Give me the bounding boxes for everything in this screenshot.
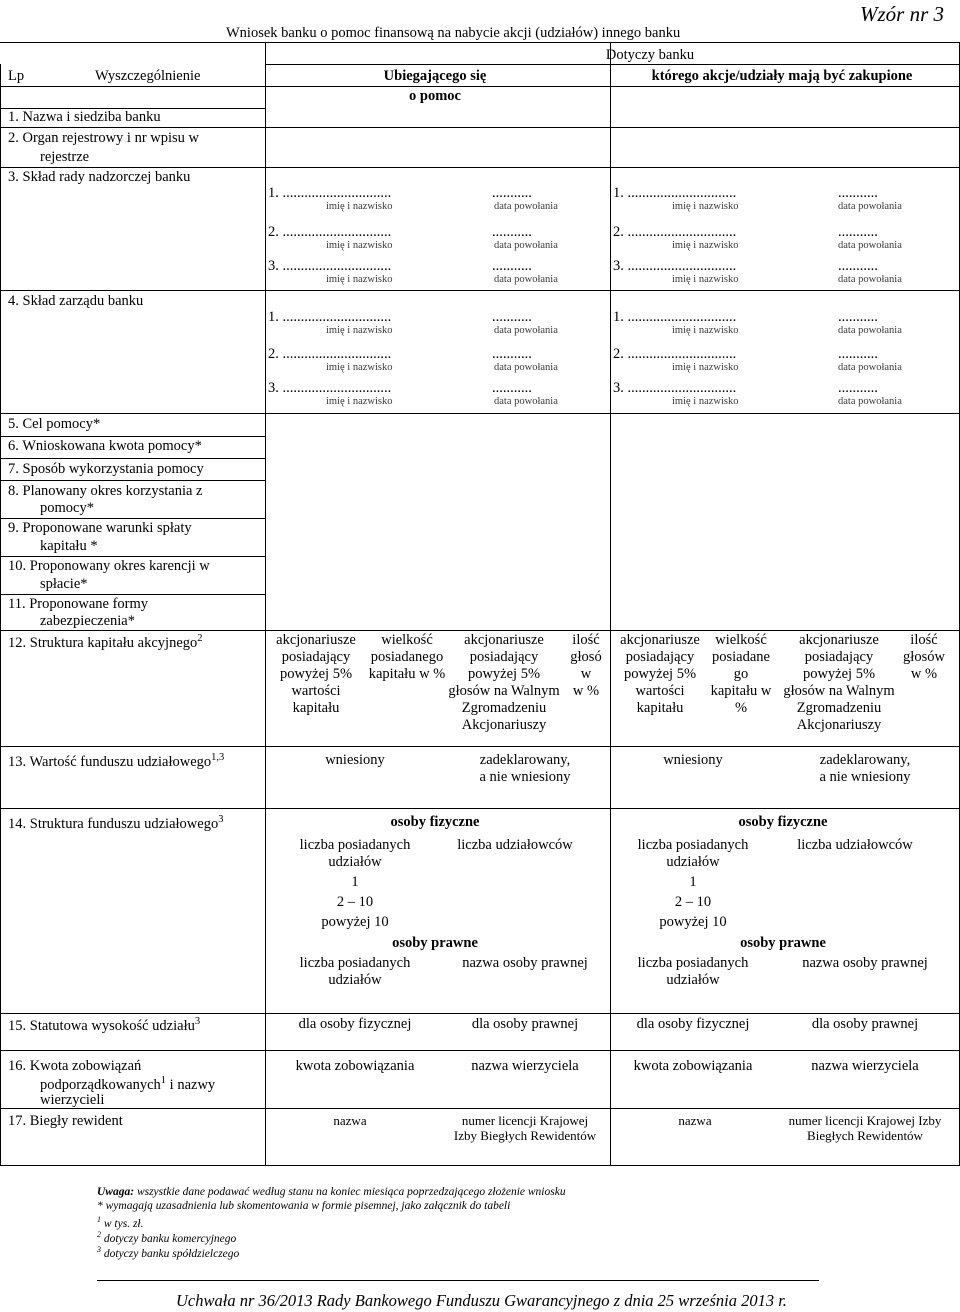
- r14-liczba-posiadanych: liczba posiadanych udziałów: [299, 837, 411, 870]
- r16-target-wierz: nazwa wierzyciela: [811, 1058, 919, 1074]
- r14-target-liczba-posiadanych: liczba posiadanych udziałów: [637, 837, 749, 870]
- col-ubiegajacego-header-2: o pomoc: [409, 88, 461, 104]
- row-9-label: 9. Proponowane warunki spłaty: [8, 520, 192, 536]
- row-10-label: 10. Proponowany okres karencji w: [8, 558, 210, 574]
- zarzad-applicant-2-name-line: 2. ..............................: [268, 346, 392, 362]
- row-16-label-cont: podporządkowanych$^1$ i nazwy: [40, 1075, 216, 1093]
- r15-target-fiz: dla osoby fizycznej: [636, 1016, 750, 1032]
- rada-target-2-name-line: 2. ..............................: [613, 224, 737, 240]
- note-3: $^3$ dotyczy banku spółdzielczego: [97, 1245, 240, 1260]
- r14-target-v1: 1: [689, 874, 697, 890]
- row-14-label: 14. Struktura funduszu udziałowego$^3$: [8, 814, 224, 832]
- zarzad-target-2-date-line: ...........: [838, 346, 878, 362]
- col-zakupionego-header: którego akcje/udziały mają być zakupione: [651, 68, 913, 84]
- r13-zadeklarowany: zadeklarowany, a nie wniesiony: [479, 752, 571, 785]
- r17-target-licencja: numer licencji Krajowej Izby Biegłych Rewidentów: [788, 1113, 942, 1143]
- zarzad-applicant-1-date-caption: data powołania: [494, 325, 558, 336]
- col-wyszczegolnienie-header: Wyszczególnienie: [95, 68, 201, 84]
- rada-target-3-name-caption: imię i nazwisko: [672, 274, 739, 285]
- col-lp-header: Lp: [8, 68, 25, 84]
- zarzad-applicant-1-date-line: ...........: [492, 309, 532, 325]
- rada-applicant-2-date-caption: data powołania: [494, 240, 558, 251]
- r16-kwota: kwota zobowiązania: [295, 1058, 415, 1074]
- r14-target-prawne-liczba: liczba posiadanych udziałów: [637, 955, 749, 988]
- row-3-label: 3. Skład rady nadzorczej banku: [8, 169, 191, 185]
- r14-target-osoby-fizyczne: osoby fizyczne: [738, 814, 828, 830]
- zarzad-target-1-name-caption: imię i nazwisko: [672, 325, 739, 336]
- r12-target-votes-percent: ilość głosów w %: [903, 632, 945, 682]
- rada-applicant-1-name-caption: imię i nazwisko: [326, 201, 393, 212]
- footer-rule: [97, 1280, 819, 1281]
- rada-target-3-date-line: ...........: [838, 258, 878, 274]
- rada-applicant-1-name-line: 1. ..............................: [268, 185, 392, 201]
- rada-applicant-3-name-line: 3. ..............................: [268, 258, 392, 274]
- row-9-label-cont: kapitału *: [40, 538, 98, 554]
- note-uwaga: Uwaga: wszystkie dane podawać według stanu na koniec miesiąca poprzedzającego złożenie wniosku: [97, 1186, 566, 1198]
- r14-target-v3: powyżej 10: [659, 914, 727, 930]
- zarzad-target-2-name-line: 2. ..............................: [613, 346, 737, 362]
- r14-target-prawne-nazwa: nazwa osoby prawnej: [802, 955, 928, 971]
- zarzad-applicant-2-name-caption: imię i nazwisko: [326, 362, 393, 373]
- row-11-label: 11. Proponowane formy: [8, 596, 149, 612]
- rada-target-2-date-line: ...........: [838, 224, 878, 240]
- zarzad-target-3-date-line: ...........: [838, 380, 878, 396]
- row-6-label: 6. Wnioskowana kwota pomocy*: [8, 438, 202, 454]
- row-7-label: 7. Sposób wykorzystania pomocy: [8, 461, 204, 477]
- row-8-label: 8. Planowany okres korzystania z: [8, 483, 203, 499]
- rada-target-2-name-caption: imię i nazwisko: [672, 240, 739, 251]
- zarzad-target-2-name-caption: imię i nazwisko: [672, 362, 739, 373]
- r13-target-zadeklarowany: zadeklarowany, a nie wniesiony: [819, 752, 911, 785]
- r17-nazwa: nazwa: [333, 1113, 367, 1128]
- zarzad-target-3-date-caption: data powołania: [838, 396, 902, 407]
- row-16-label-cont-2: wierzycieli: [40, 1092, 105, 1108]
- rada-applicant-2-name-caption: imię i nazwisko: [326, 240, 393, 251]
- zarzad-applicant-3-date-caption: data powołania: [494, 396, 558, 407]
- zarzad-applicant-2-date-caption: data powołania: [494, 362, 558, 373]
- zarzad-applicant-1-name-caption: imię i nazwisko: [326, 325, 393, 336]
- row-10-label-cont: spłacie*: [40, 576, 88, 592]
- row-5-label: 5. Cel pomocy*: [8, 416, 101, 432]
- rada-target-1-name-caption: imię i nazwisko: [672, 201, 739, 212]
- form-number: Wzór nr 3: [859, 2, 944, 26]
- zarzad-applicant-3-name-caption: imię i nazwisko: [326, 396, 393, 407]
- r15-target-praw: dla osoby prawnej: [811, 1016, 919, 1032]
- r14-v2: 2 – 10: [336, 894, 374, 910]
- dotyczy-banku-header: Dotyczy banku: [605, 47, 695, 63]
- rada-applicant-3-date-caption: data powołania: [494, 274, 558, 285]
- zarzad-target-1-date-caption: data powołania: [838, 325, 902, 336]
- rada-applicant-2-date-line: ...........: [492, 224, 532, 240]
- r14-target-liczba-udzialowcow: liczba udziałowców: [797, 837, 913, 853]
- rada-applicant-3-name-caption: imię i nazwisko: [326, 274, 393, 285]
- zarzad-target-1-name-line: 1. ..............................: [613, 309, 737, 325]
- r12-votes-percent: ilość głosó w w %: [570, 632, 602, 699]
- zarzad-applicant-3-date-line: ...........: [492, 380, 532, 396]
- footer-resolution: Uchwała nr 36/2013 Rady Bankowego Funduszu Gwarancyjnego z dnia 25 września 2013 r.: [176, 1291, 787, 1310]
- row-12-label: 12. Struktura kapitału akcyjnego$^2$: [8, 633, 203, 651]
- r14-prawne-liczba: liczba posiadanych udziałów: [299, 955, 411, 988]
- r15-fiz: dla osoby fizycznej: [298, 1016, 412, 1032]
- rada-applicant-1-date-caption: data powołania: [494, 201, 558, 212]
- r14-target-osoby-prawne: osoby prawne: [740, 935, 826, 951]
- row-1-label: 1. Nazwa i siedziba banku: [8, 109, 161, 125]
- r13-wniesiony: wniesiony: [325, 752, 385, 768]
- zarzad-target-1-date-line: ...........: [838, 309, 878, 325]
- rada-target-3-date-caption: data powołania: [838, 274, 902, 285]
- note-star: * wymagają uzasadnienia lub skomentowania w formie pisemnej, jako załącznik do tabeli: [97, 1200, 511, 1212]
- zarzad-applicant-2-date-line: ...........: [492, 346, 532, 362]
- r17-target-nazwa: nazwa: [678, 1113, 712, 1128]
- row-16-label: 16. Kwota zobowiązań: [8, 1058, 142, 1074]
- r14-osoby-prawne: osoby prawne: [392, 935, 478, 951]
- row-8-label-cont: pomocy*: [40, 500, 94, 516]
- zarzad-applicant-3-name-line: 3. ..............................: [268, 380, 392, 396]
- row-17-label: 17. Biegły rewident: [8, 1113, 123, 1129]
- rada-target-2-date-caption: data powołania: [838, 240, 902, 251]
- r14-liczba-udzialowcow: liczba udziałowców: [457, 837, 573, 853]
- row-13-label: 13. Wartość funduszu udziałowego$^{1,3}$: [8, 752, 225, 770]
- note-1: $^1$ w tys. zł.: [97, 1215, 144, 1230]
- zarzad-applicant-1-name-line: 1. ..............................: [268, 309, 392, 325]
- r16-wierz: nazwa wierzyciela: [471, 1058, 579, 1074]
- r14-prawne-nazwa: nazwa osoby prawnej: [462, 955, 588, 971]
- zarzad-target-2-date-caption: data powołania: [838, 362, 902, 373]
- rada-target-1-date-line: ...........: [838, 185, 878, 201]
- row-15-label: 15. Statutowa wysokość udziału$^3$: [8, 1016, 201, 1034]
- rada-target-3-name-line: 3. ..............................: [613, 258, 737, 274]
- row-11-label-cont: zabezpieczenia*: [40, 613, 135, 629]
- document-title: Wniosek banku o pomoc finansową na nabycie akcji (udziałów) innego banku: [226, 25, 681, 41]
- r12-target-shareholders-votes: akcjonariusze posiadający powyżej 5% głosów na Walnym Zgromadzeniu Akcjonariuszy: [783, 632, 895, 733]
- rada-target-1-date-caption: data powołania: [838, 201, 902, 212]
- r14-v3: powyżej 10: [321, 914, 389, 930]
- r14-target-v2: 2 – 10: [674, 894, 712, 910]
- rada-applicant-3-date-line: ...........: [492, 258, 532, 274]
- r12-capital-size: wielkość posiadanego kapitału w %: [368, 632, 446, 682]
- row-2-label-cont: rejestrze: [40, 149, 90, 165]
- r12-shareholders-votes: akcjonariusze posiadający powyżej 5% głosów na Walnym Zgromadzeniu Akcjonariuszy: [448, 632, 560, 733]
- zarzad-target-3-name-caption: imię i nazwisko: [672, 396, 739, 407]
- r16-target-kwota: kwota zobowiązania: [633, 1058, 753, 1074]
- rada-applicant-1-date-line: ...........: [492, 185, 532, 201]
- r14-osoby-fizyczne: osoby fizyczne: [390, 814, 480, 830]
- r14-v1: 1: [351, 874, 359, 890]
- note-2: $^2$ dotyczy banku komercyjnego: [97, 1230, 237, 1245]
- r13-target-wniesiony: wniesiony: [663, 752, 723, 768]
- r15-praw: dla osoby prawnej: [471, 1016, 579, 1032]
- col-ubiegajacego-header: Ubiegającego się: [383, 68, 487, 84]
- rada-target-1-name-line: 1. ..............................: [613, 185, 737, 201]
- row-2-label: 2. Organ rejestrowy i nr wpisu w: [8, 130, 200, 146]
- r12-target-capital-size: wielkość posiadane go kapitału w %: [710, 632, 772, 716]
- r17-licencja: numer licencji Krajowej Izby Biegłych Rewidentów: [453, 1113, 597, 1143]
- r12-target-shareholders-capital: akcjonariusze posiadający powyżej 5% wartości kapitału: [620, 632, 700, 716]
- r12-shareholders-capital: akcjonariusze posiadający powyżej 5% wartości kapitału: [276, 632, 356, 716]
- zarzad-target-3-name-line: 3. ..............................: [613, 380, 737, 396]
- row-4-label: 4. Skład zarządu banku: [8, 293, 144, 309]
- rada-applicant-2-name-line: 2. ..............................: [268, 224, 392, 240]
